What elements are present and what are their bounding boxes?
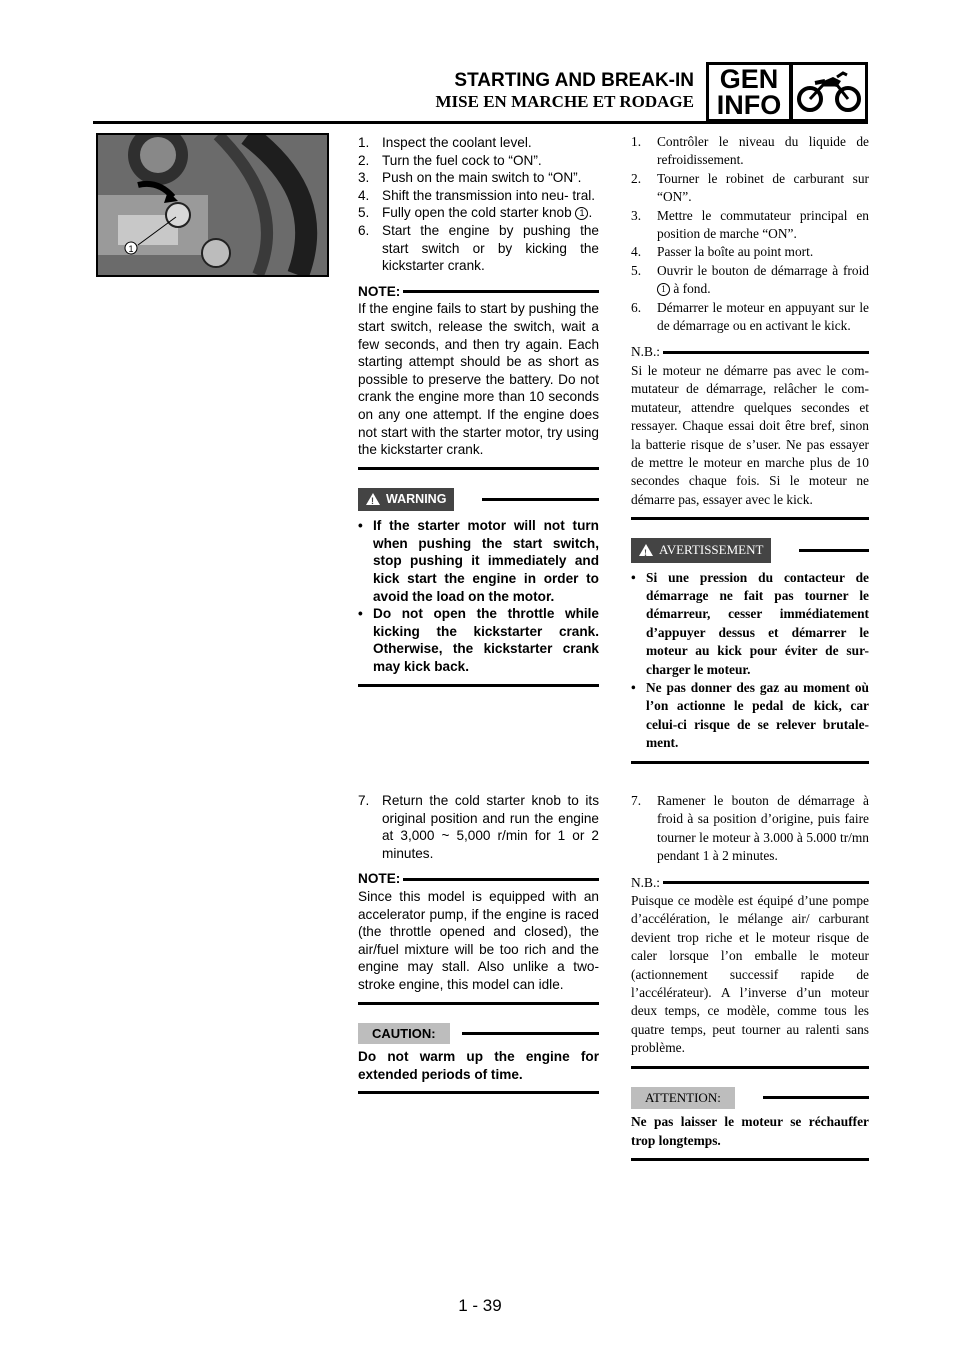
- avertissement-header: [631, 538, 869, 562]
- avertissement-item-1: • Si une pression du contacteur de démarrage ne fait pas tourner le démarreur, cesser immédiatement d’appuyer dessus et démarrer le moteur au kick pour éviter de sur- charger le moteur.: [631, 569, 869, 677]
- caution-text: Do not warm up the engine for extended periods of time.: [358, 1049, 599, 1082]
- nb-1-header: N.B.:: [631, 343, 869, 361]
- warning-item-2: • Do not open the throttle while kicking the kickstarter crank. Otherwise, the kickstarter crank may kick back.: [358, 606, 599, 675]
- etape-5: 5. Ouvrir le bouton de démarrage à froid 1 à fond.: [631, 262, 869, 297]
- caution-header: [358, 1023, 599, 1045]
- note-2-text: Since this model is equipped with an accelerator pump, if the engine is raced (the throttle opened and closed), the air/fuel mixture will be too rich and the engine may stall. Also unlike a two-stroke engine, this model can idle.: [358, 888, 599, 992]
- step-1: 1. Inspect the coolant level.: [358, 135, 532, 150]
- etape-1: 1. Contrôler le niveau du liquide de refroidissement.: [631, 134, 869, 168]
- step-3: 3. Push on the main switch to “ON”.: [358, 170, 582, 186]
- note-1-header: NOTE:: [358, 283, 599, 301]
- step-5: 5. Fully open the cold starter knob 1 .: [358, 205, 593, 221]
- avertissement-badge: ! AVERTISSEMENT: [631, 538, 771, 562]
- etape-2: 2. Tourner le robinet de carburant sur “ON”.: [631, 170, 869, 205]
- etape-6: 6. Démarrer le moteur en appuyant sur le de démarrage ou en activant le kick.: [631, 299, 869, 334]
- french-column-lower: [631, 792, 869, 1161]
- attention-badge: ATTENTION:: [631, 1087, 735, 1109]
- nb-2-header: N.B.:: [631, 874, 869, 892]
- caution-badge: CAUTION:: [358, 1023, 450, 1045]
- step-6: 6. Start the engine by pushing the start switch or by kicking the kickstarter crank.: [358, 222, 599, 274]
- nb-1-text: Si le moteur ne démarre pas avec le com- mutateur de démarrage, relâcher le com- mutateur, attendre quelques secondes et ressayer. Chaque essai doit être bref, sinon la batterie risque de s’user. Ne pas essayer de mettre le moteur en marche plus de 10 secondes chaque fois. Si le moteur ne démarre pas, essayer avec le kick.: [631, 362, 869, 507]
- warning-item-1: • If the starter motor will not turn when pushing the start switch, stop pushing it immediately and kick start the engine in order to avoid the load on the motor.: [358, 518, 599, 604]
- step-2: 2. Turn the fuel cock to “ON”.: [358, 152, 542, 168]
- header-rule: [93, 121, 868, 124]
- nb-1-end-rule: [631, 517, 869, 520]
- etape-7: 7. Ramener le bouton de démarrage à froid à sa position d’origine, puis faire tourner le moteur à 3.000 à 5.000 tr/mn pendant 1 à 2 minutes.: [631, 793, 869, 864]
- note-1-end-rule: [358, 467, 599, 470]
- note-2-header: NOTE:: [358, 870, 599, 888]
- etape-3: 3. Mettre le commutateur principal en position de marche “ON”.: [631, 207, 869, 242]
- badge-line-1: GEN: [719, 64, 779, 94]
- engine-photo: [96, 133, 329, 277]
- section-title-fr: MISE EN MARCHE ET RODAGE: [435, 92, 694, 111]
- warning-end-rule: [358, 684, 599, 687]
- english-column-lower: [358, 792, 599, 1094]
- warning-list: [358, 517, 599, 675]
- nb-2-text: Puisque ce modèle est équipé d’une pompe d’accélération, le mélange air/ carburant devient trop riche et le moteur risque de caler lorsque l’on emballe le moteur (actionnement successif rapide de l’accélérateur). A l’inverse d’un moteur deux temps, ce modèle, comme tous les quatre temps, peut tourner au ralenti sans problème.: [631, 893, 869, 1056]
- french-column: [631, 133, 869, 764]
- ref-1-fr: 1: [657, 283, 670, 296]
- note-1-text: If the engine fails to start by pushing the start switch, release the switch, wait a few seconds, and then try again. Each starting attempt should be as short as possible to preserve the battery. Do not crank the engine more than 10 seconds on any one attempt. If the engine does not start with the starter motor, try using the kickstarter crank.: [358, 301, 599, 458]
- page-number: 1 - 39: [458, 1296, 502, 1315]
- avertissement-list: [631, 569, 869, 753]
- warning-header: [358, 488, 599, 512]
- note-2-end-rule: [358, 1002, 599, 1005]
- gen-info-badge: [706, 62, 792, 122]
- english-column: [358, 134, 599, 687]
- warning-triangle-icon: [366, 493, 380, 505]
- avertissement-end-rule: [631, 761, 869, 764]
- nb-2-end-rule: [631, 1066, 869, 1069]
- warning-badge: ! WARNING: [358, 488, 454, 512]
- avertissement-item-2: • Ne pas donner des gaz au moment où l’on actionne le pedal de kick, car celui-ci risque de se relever brutale- ment.: [631, 679, 869, 751]
- step-7: 7. Return the cold starter knob to its original position and run the engine at 3,000 ~ 5,000 r/min for 1 or 2 minutes.: [358, 793, 599, 861]
- etape-4: 4. Passer la boîte au point mort.: [631, 244, 814, 260]
- badge-line-2: INFO: [716, 90, 782, 120]
- attention-end-rule: [631, 1158, 869, 1161]
- ref-1: 1: [575, 207, 588, 220]
- step-4: 4. Shift the transmission into neu- tral.: [358, 187, 596, 203]
- attention-text: Ne pas laisser le moteur se réchauffer trop longtemps.: [631, 1114, 869, 1148]
- caution-end-rule: [358, 1091, 599, 1094]
- warning-triangle-icon: [639, 544, 653, 556]
- motorcycle-icon: [790, 62, 868, 122]
- figure-callout: 1: [128, 244, 134, 254]
- section-title-en: STARTING AND BREAK-IN: [454, 70, 694, 91]
- attention-header: [631, 1087, 869, 1109]
